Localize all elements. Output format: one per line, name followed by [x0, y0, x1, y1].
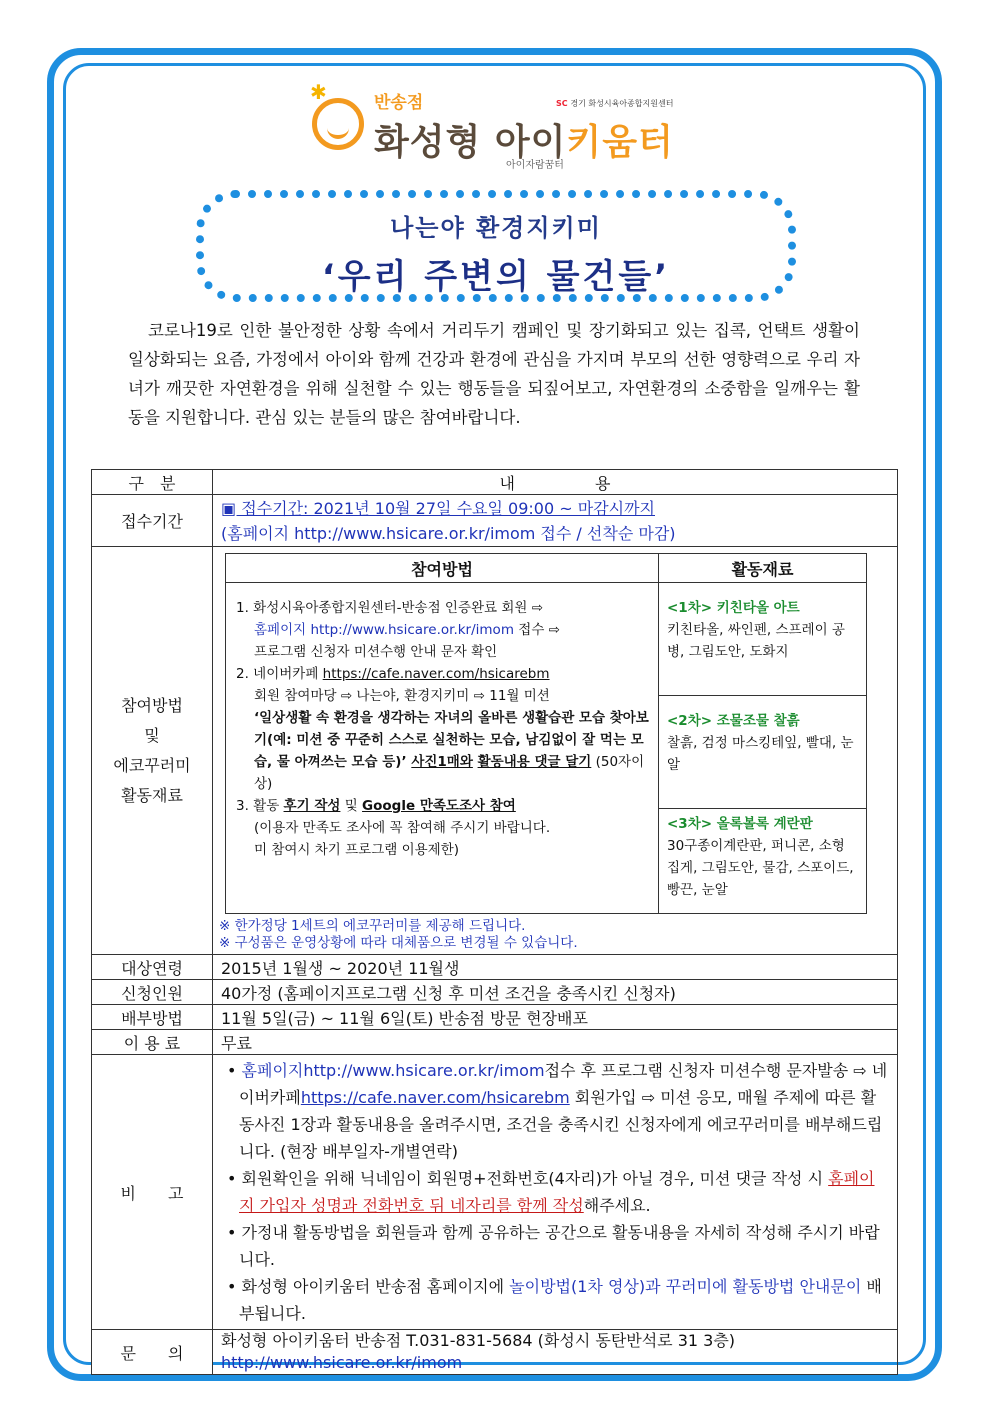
- logo-branch: 반송점: [374, 93, 424, 113]
- step3-line3: 미 참여시 차기 프로그램 이용제한): [254, 842, 460, 858]
- dist-label: 배부방법: [92, 1005, 213, 1030]
- remark-1-b: 회원가입 ⇨ 미션 응모, 매월 주제에 따른 활동사진 1장과 활동내용을 올려주시면, 조건을 충족시킨 신청자에게 에코꾸러미를 배부해드립니다. (현장 배부일자-개별연락): [239, 1088, 883, 1161]
- header-category: 구 분: [92, 470, 213, 495]
- step2-line2: 회원 참여마당 ⇨ 나는야, 환경지키미 ⇨ 11월 미션: [254, 688, 550, 704]
- people-label: 신청인원: [92, 980, 213, 1005]
- remark-4-a: 화성형 아이키움터 반송점 홈페이지에: [241, 1277, 510, 1296]
- remark-2-b: 해주세요.: [583, 1196, 651, 1215]
- header-content: 내 용: [213, 470, 898, 495]
- smile-face-icon: [312, 98, 364, 150]
- note-2: ※ 구성품은 운영상황에 따라 대체품으로 변경될 수 있습니다.: [219, 935, 578, 951]
- remark-1-cafe-link[interactable]: https://cafe.naver.com/hsicarebm: [300, 1088, 570, 1107]
- logo: [310, 80, 680, 171]
- title-subtitle: 나는야 환경지키미: [390, 214, 602, 242]
- people-row: [92, 980, 898, 1005]
- remarks-list: [217, 1055, 889, 1329]
- step3-review: 후기 작성: [283, 798, 341, 814]
- step1-line1: 1. 화성시육아종합지원센터-반송점 인증완료 회원 ⇨: [236, 600, 544, 616]
- remark-2: [227, 1165, 889, 1219]
- contact-line1: 화성형 아이키움터 반송점 T.031-831-5684 (화성시 동탄반석로 31 3층): [221, 1331, 736, 1350]
- method-inner-table: [225, 553, 867, 914]
- info-table: [91, 469, 898, 1375]
- step2-comment: 활동내용 댓글 달기: [477, 754, 592, 770]
- center-logo: [556, 98, 673, 109]
- remarks-label: 비 고: [92, 1055, 213, 1330]
- fee-value: 무료: [213, 1030, 898, 1055]
- step2-prefix: 2. 네이버카페: [236, 666, 323, 682]
- method-label-3: 에코꾸러미: [113, 755, 191, 775]
- material-3-title: <3차> 올록볼록 계란판: [667, 816, 813, 832]
- material-2: [659, 696, 867, 809]
- step2-mission-text: ‘일상생활 속 환경을 생각하는 자녀의 올바른 생활습관 모습 찾아보기(예: 미션 중 꾸준히 스스로 실천하는 모습, 남김없이 잘 먹는 모습, 물 아껴쓰는 모습 등)’: [254, 710, 649, 770]
- material-2-body: 찰흙, 검정 마스킹테잎, 빨대, 눈알: [667, 735, 854, 773]
- fee-label: 이 용 료: [92, 1030, 213, 1055]
- center-name: 경기 화성시육아종합지원센터: [570, 99, 674, 108]
- logo-title-b: 키움터: [566, 122, 674, 163]
- method-label: [92, 547, 213, 955]
- method-steps: [226, 583, 659, 914]
- inner-head-method: 참여방법: [226, 554, 659, 583]
- inner-head-material: 활동재료: [659, 554, 867, 583]
- remark-2-a: 회원확인을 위해 닉네임이 회원명+전화번호(4자리)가 아닐 경우, 미션 댓글 작성 시: [241, 1169, 829, 1188]
- step3-and: 및: [340, 798, 363, 814]
- remark-1-a: 접수 후 프로그램 신청자 미션수행 문자발송 ⇨ 네이버카페: [239, 1061, 888, 1107]
- star-icon: ✱: [310, 80, 327, 104]
- age-label: 대상연령: [92, 955, 213, 980]
- logo-tagline: 아이자람꿈터: [506, 160, 564, 171]
- step1-url[interactable]: http://www.hsicare.or.kr/imom: [306, 622, 514, 638]
- step3-line2: (이용자 만족도 조사에 꼭 참여해 주시기 바랍니다.: [254, 820, 551, 836]
- remark-4-b: 배부됩니다.: [239, 1277, 882, 1323]
- fee-row: [92, 1030, 898, 1055]
- contact-link[interactable]: http://www.hsicare.or.kr/imom: [221, 1353, 463, 1372]
- contact-row: [92, 1330, 898, 1375]
- material-1: [659, 583, 867, 696]
- method-row: [92, 547, 898, 955]
- step3-prefix: 3. 활동: [236, 798, 284, 814]
- period-label: 접수기간: [92, 495, 213, 547]
- remarks-row: [92, 1055, 898, 1330]
- step2-min: (50자이상): [254, 754, 645, 792]
- dist-value: 11월 5일(금) ~ 11월 6일(토) 반송점 방문 현장배포: [213, 1005, 898, 1030]
- intro-paragraph: 코로나19로 인한 불안정한 상황 속에서 거리두기 캠페인 및 장기화되고 있는 집콕, 언택트 생활이 일상화되는 요즘, 가정에서 아이와 함께 건강과 환경에 관심을 가지며 부모의 선한 영향력으로 우리 자녀가 깨끗한 자연환경을 위해 실천할 수 있는 행동들을 되짚어보고, 자연환경의 소중함을 일깨우는 활동을 지원합니다. 관심 있는 분들의 많은 참여바랍니다.: [128, 321, 860, 427]
- table-header-row: [92, 470, 898, 495]
- remark-4: [227, 1273, 889, 1327]
- logo-title-a: 화성형 아이: [374, 122, 567, 163]
- step1-home-link[interactable]: 홈페이지: [254, 622, 307, 638]
- step2-line1: [236, 663, 650, 685]
- period-line1: ▣ 접수기간: 2021년 10월 27일 수요일 09:00 ~ 마감시까지: [221, 498, 655, 518]
- method-label-2: 및: [144, 725, 160, 745]
- remark-2-red: 홈페이지 가입자 성명과 전화번호 뒤 네자리를 함께 작성: [239, 1169, 875, 1215]
- remark-3: • 가정내 활동방법을 회원들과 함께 공유하는 공간으로 활동내용을 자세히 작성해 주시기 바랍니다.: [227, 1219, 889, 1273]
- remark-1-home[interactable]: 홈페이지http://www.hsicare.or.kr/imom: [241, 1061, 545, 1080]
- step3-survey: Google 만족도조사 참여: [362, 798, 516, 814]
- dist-row: [92, 1005, 898, 1030]
- step2-photo: 사진1매와: [411, 754, 473, 770]
- material-2-title: <2차> 조물조물 찰흙: [667, 713, 800, 729]
- remark-4-blue: 놀이방법(1차 영상)과 꾸러미에 활동방법 안내문이: [509, 1277, 862, 1296]
- age-value: 2015년 1월생 ~ 2020년 11월생: [213, 955, 898, 980]
- material-1-body: 키친타올, 싸인펜, 스프레이 공병, 그림도안, 도화지: [667, 622, 845, 660]
- remark-1: [227, 1057, 889, 1165]
- note-1: ※ 한가정당 1세트의 에코꾸러미를 제공해 드립니다.: [219, 918, 526, 934]
- method-label-1: 참여방법: [121, 695, 183, 715]
- material-3: [659, 809, 867, 914]
- cafe-link[interactable]: https://cafe.naver.com/hsicarebm: [322, 666, 550, 682]
- center-mark-icon: SC: [556, 99, 571, 108]
- step1-line3: 프로그램 신청자 미션수행 안내 문자 확인: [254, 644, 498, 660]
- title-main: ‘우리 주변의 물건들’: [321, 257, 671, 297]
- age-row: [92, 955, 898, 980]
- material-3-body: 30구종이계란판, 퍼니콘, 소형 집게, 그림도안, 물감, 스포이드, 빵끈, 눈알: [667, 838, 854, 898]
- people-value: 40가정 (홈페이지프로그램 신청 후 미션 조건을 충족시킨 신청자): [213, 980, 898, 1005]
- contact-label: 문 의: [92, 1330, 213, 1375]
- method-label-4: 활동재료: [121, 785, 183, 805]
- period-row: [92, 495, 898, 547]
- step1-line2: [236, 619, 650, 641]
- step1-tail: 접수 ⇨: [513, 622, 560, 638]
- title-box: [196, 190, 796, 302]
- material-1-title: <1차> 키친타올 아트: [667, 600, 800, 616]
- step3-line1: [236, 795, 650, 817]
- period-line2: (홈페이지 http://www.hsicare.or.kr/imom 접수 / 선착순 마감): [221, 523, 676, 543]
- step2-mission: [236, 707, 650, 795]
